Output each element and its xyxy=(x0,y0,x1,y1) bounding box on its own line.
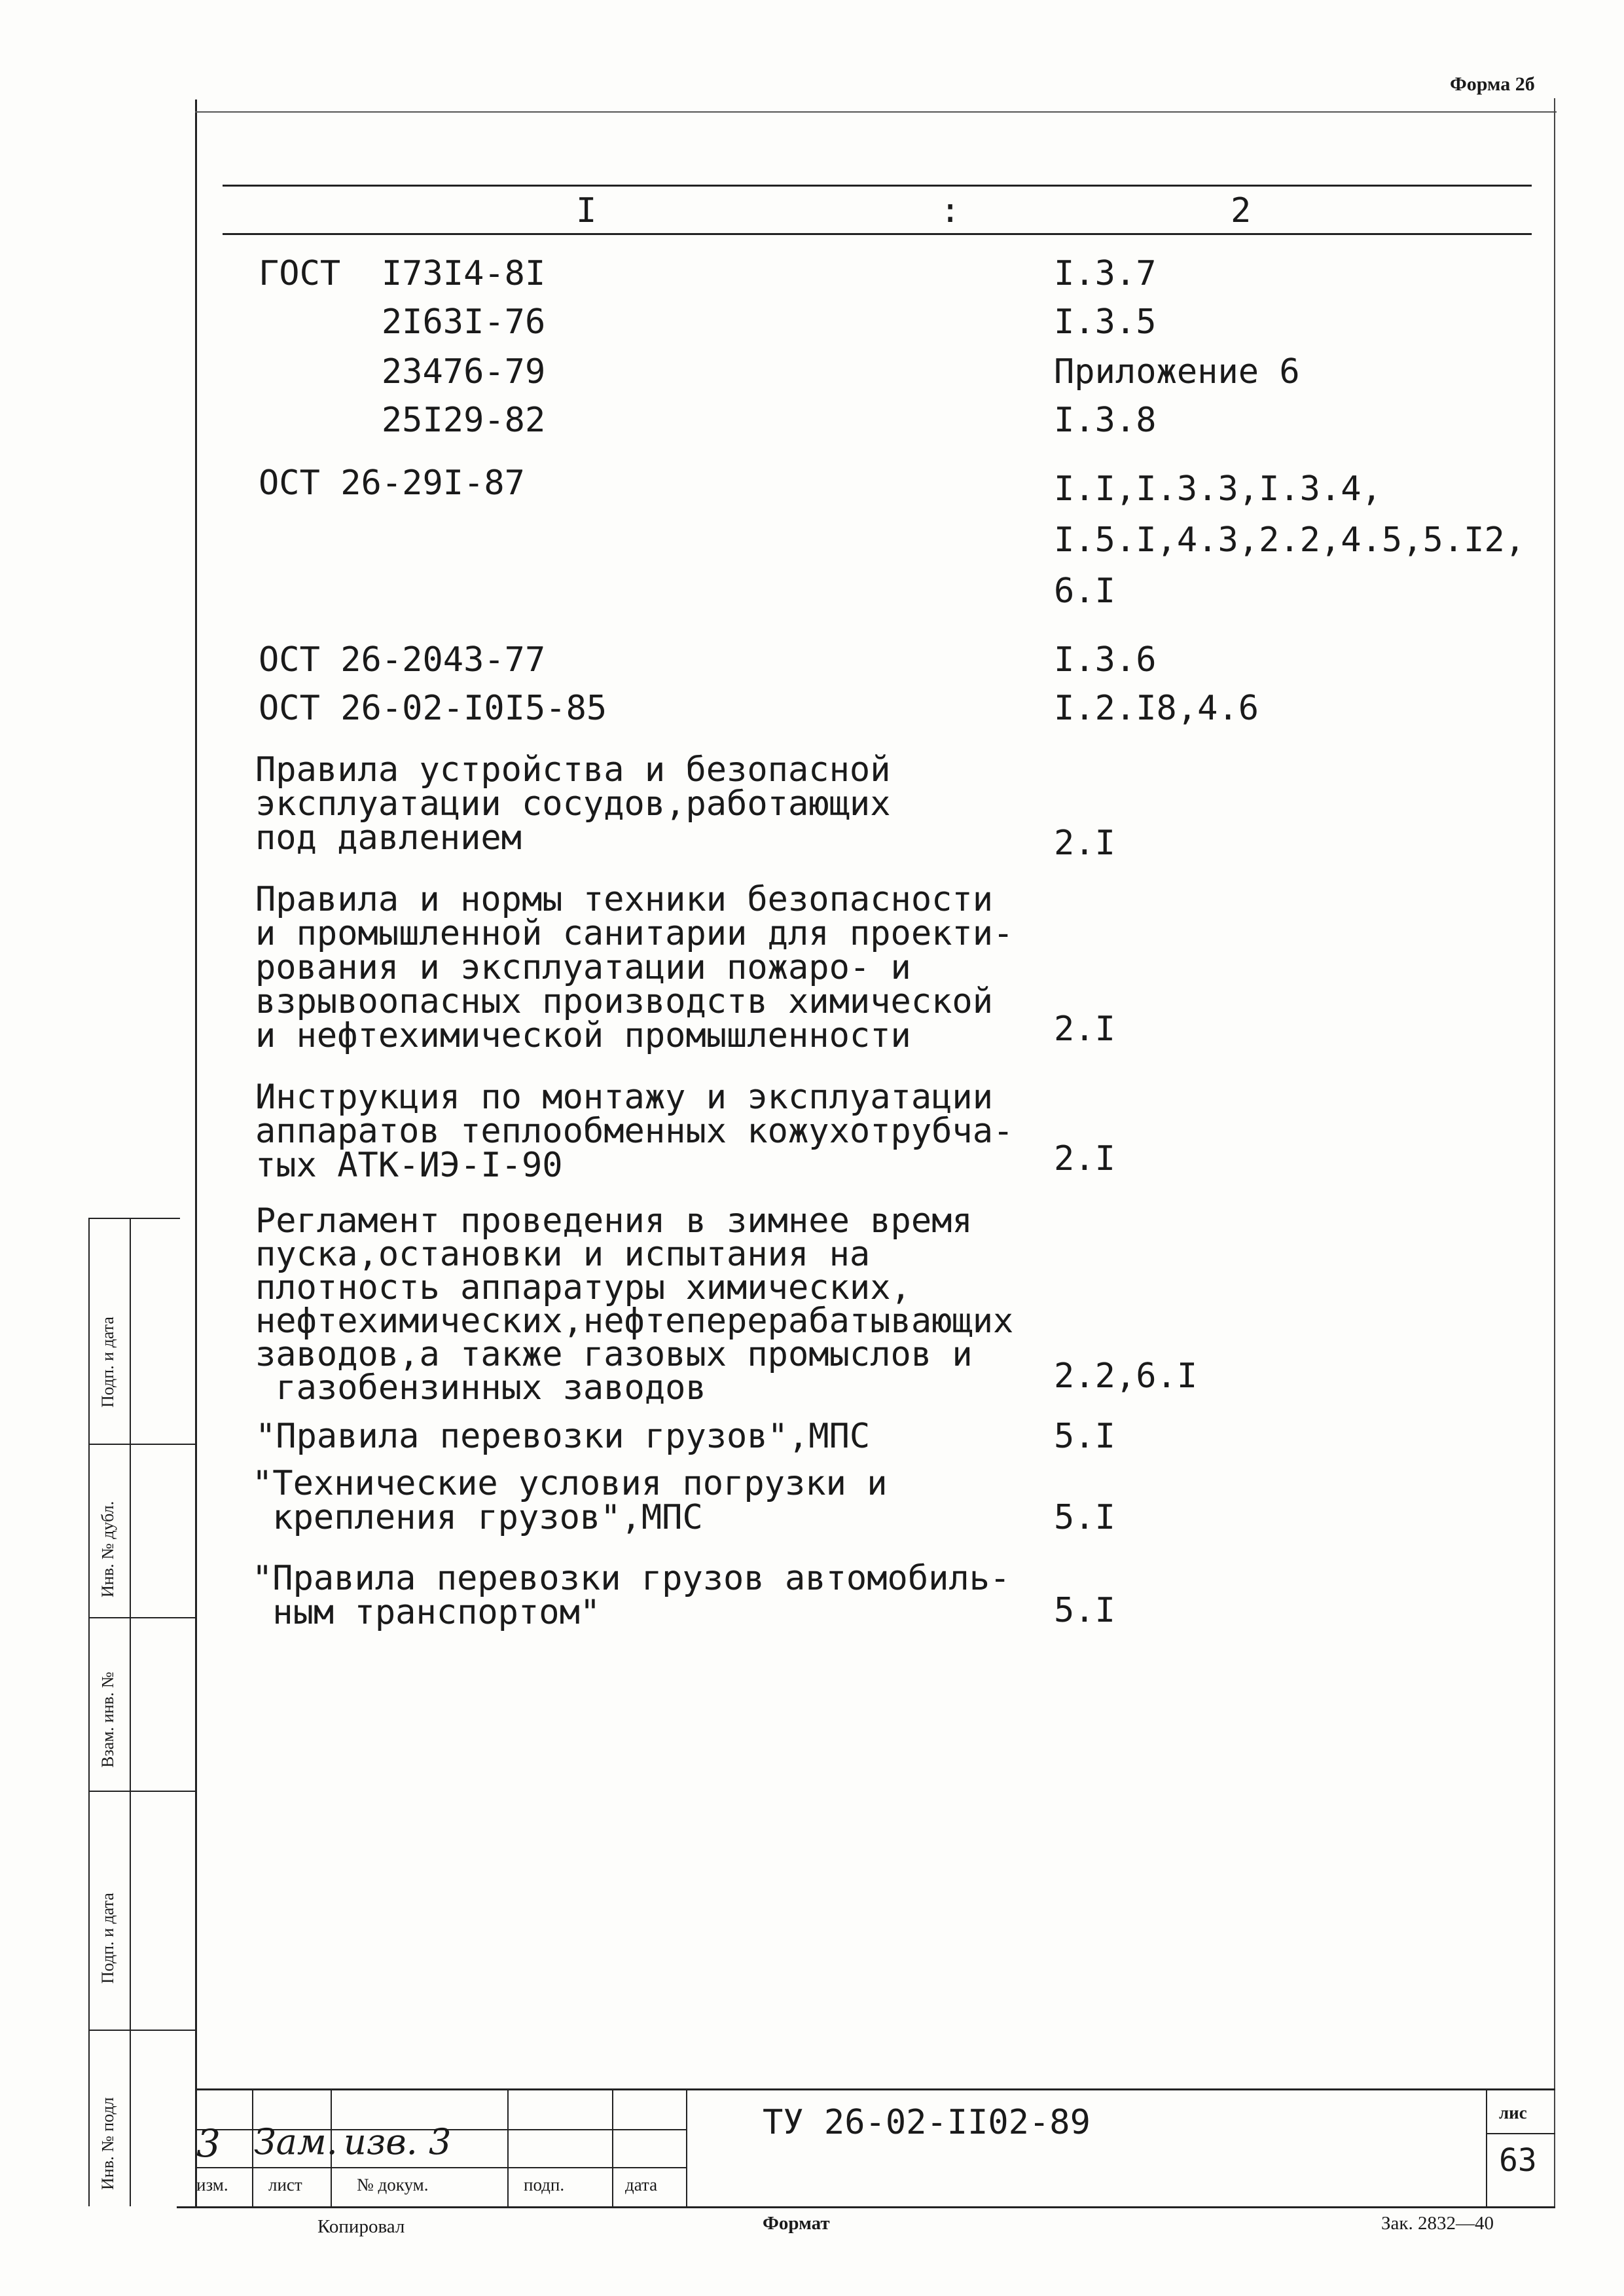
table-header-bottom-line xyxy=(223,233,1532,235)
side-stamp-sep xyxy=(88,2030,195,2031)
side-label-podp-data: Подп. и дата xyxy=(98,1893,117,1984)
document-designation: ТУ 26-02-II02-89 xyxy=(763,2103,1091,2142)
table-row-value: I.3.5 xyxy=(1054,302,1157,342)
side-label-podp-data: Подп. и дата xyxy=(98,1317,117,1408)
col-label-list: лист xyxy=(268,2175,302,2195)
table-row-value: 5.I xyxy=(1054,1591,1115,1630)
table-row-value: Приложение 6 xyxy=(1054,352,1300,392)
side-label-inv-podl: Инв. № подл xyxy=(98,2097,117,2190)
table-header-col2: 2 xyxy=(1231,191,1252,230)
sheet-number: 63 xyxy=(1499,2142,1537,2179)
table-header-top-line xyxy=(223,185,1532,187)
table-row-ref: "Технические условия погрузки и крепления грузов",МПС xyxy=(252,1464,888,1537)
table-row-ref: Правила и нормы техники безопасности и промышленной санитарии для проекти- рования и эксплуатации пожаро- и взрывоопасных производств химической и нефтехимической промышленности xyxy=(255,880,1014,1055)
title-block-col-line xyxy=(507,2088,509,2206)
side-stamp-top xyxy=(88,1218,180,1219)
col-label-data: дата xyxy=(625,2175,658,2195)
footer-order: Зак. 2832—40 xyxy=(1381,2213,1494,2234)
table-row-ref: Инструкция по монтажу и эксплуатации аппаратов теплообменных кожухотрубча- тых АТК-ИЭ-I-90 xyxy=(255,1078,1014,1185)
table-row-value: I.3.8 xyxy=(1054,401,1157,440)
table-row-ref: Правила устройства и безопасной эксплуатации сосудов,работающих под давлением xyxy=(255,750,891,858)
title-block-sheet-line xyxy=(1486,2133,1555,2134)
title-block-col-line xyxy=(252,2088,253,2206)
title-block-col-line xyxy=(612,2088,613,2206)
side-label-inv-dubl: Инв. № дубл. xyxy=(98,1501,117,1597)
frame-right xyxy=(1554,98,1555,2206)
table-row-ref: "Правила перевозки грузов",МПС xyxy=(255,1417,871,1456)
table-row-value: 2.I xyxy=(1054,1139,1115,1178)
table-row-ref: ОСТ 26-02-I0I5-85 xyxy=(259,689,607,728)
table-row-ref: ОСТ 26-2043-77 xyxy=(259,640,546,680)
title-block-col-line xyxy=(1486,2088,1487,2206)
col-label-izm: изм. xyxy=(196,2175,228,2195)
frame-top xyxy=(195,111,1557,113)
table-header-col1: I xyxy=(576,191,597,230)
side-stamp-inner xyxy=(130,1218,131,2206)
table-row-ref: 23476-79 xyxy=(259,352,546,392)
table-row-ref: Регламент проведения в зимнее время пуска,остановки и испытания на плотность аппаратуры химических, нефтехимических,нефтеперерабатывающих заводов,а также газовых промыслов и газобензинных заводов xyxy=(255,1201,1014,1408)
footer-format: Формат xyxy=(763,2213,830,2234)
table-header-separator: : xyxy=(940,191,961,230)
table-row-value: 5.I xyxy=(1054,1498,1115,1537)
side-stamp-sep xyxy=(88,1444,195,1445)
col-label-dokum: № докум. xyxy=(357,2175,429,2195)
side-stamp-outer-left xyxy=(88,1218,90,2206)
table-row-ref: ОСТ 26-29I-87 xyxy=(259,464,525,503)
table-row-value: 5.I xyxy=(1054,1417,1115,1456)
table-row-value: 2.2,6.I xyxy=(1054,1357,1198,1396)
table-row-value: I.3.7 xyxy=(1054,254,1157,293)
footer-copied: Копировал xyxy=(317,2216,405,2237)
table-row-value: I.3.6 xyxy=(1054,640,1157,680)
table-row-value: 2.I xyxy=(1054,1010,1115,1049)
table-row-ref: ГОСТ I73I4-8I xyxy=(259,254,546,293)
table-row-ref: 2I63I-76 xyxy=(259,302,546,342)
table-row-ref: 25I29-82 xyxy=(259,401,546,440)
side-stamp-sep xyxy=(88,1617,195,1618)
table-row-value: I.2.I8,4.6 xyxy=(1054,689,1259,728)
side-stamp-sep xyxy=(88,1791,195,1792)
revision-number: 3 xyxy=(196,2121,221,2166)
revision-document: изв. 3 xyxy=(344,2121,452,2162)
table-row-ref: "Правила перевозки грузов автомобиль- ным транспортом" xyxy=(252,1559,1011,1632)
form-label: Форма 2б xyxy=(1450,73,1535,95)
sheet-label: лис xyxy=(1499,2103,1527,2123)
col-label-podp: подп. xyxy=(524,2175,565,2195)
frame-left xyxy=(195,100,197,2208)
title-block-top xyxy=(195,2088,1555,2090)
side-label-vzam-inv: Взам. инв. № xyxy=(98,1671,117,1768)
table-row-value: 2.I xyxy=(1054,824,1115,863)
table-row-value: I.I,I.3.3,I.3.4, I.5.I,4.3,2.2,4.5,5.I2, 6.I xyxy=(1054,469,1526,611)
revision-sheet: Зам. xyxy=(254,2121,338,2162)
frame-bottom xyxy=(177,2206,1555,2208)
title-block-col-line xyxy=(686,2088,687,2206)
